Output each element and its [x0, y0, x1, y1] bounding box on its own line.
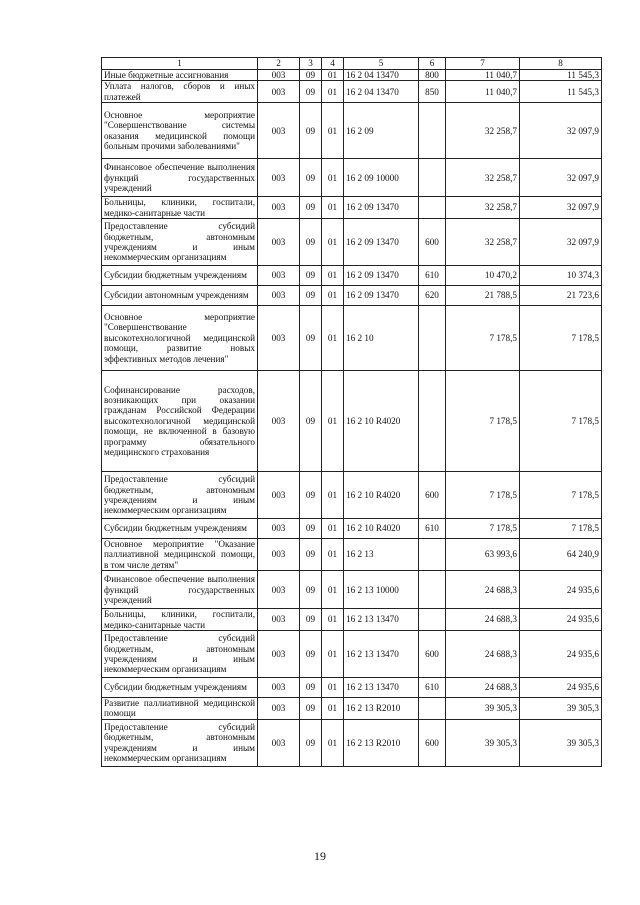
amount-col7-cell: 24 688,3 — [446, 571, 520, 609]
amount-col8-cell: 7 178,5 — [520, 306, 602, 371]
target-code-cell: 16 2 04 13470 — [344, 70, 419, 81]
amount-col8-cell: 32 097,9 — [520, 103, 602, 159]
code-3-cell: 09 — [300, 197, 322, 219]
budget-table — [101, 57, 602, 767]
column-header: 6 — [419, 58, 446, 70]
code-2-cell: 003 — [258, 81, 300, 103]
column-header: 2 — [258, 58, 300, 70]
code-4-cell: 01 — [322, 159, 344, 197]
code-4-cell: 01 — [322, 70, 344, 81]
code-4-cell: 01 — [322, 519, 344, 539]
code-4-cell: 01 — [322, 197, 344, 219]
code-2-cell: 003 — [258, 609, 300, 631]
row-name-cell: Финансовое обеспечение выполнения функций государственных учреждений — [102, 571, 258, 609]
expense-type-cell — [419, 371, 446, 472]
amount-col7-cell: 24 688,3 — [446, 678, 520, 698]
column-header: 7 — [446, 58, 520, 70]
table-row — [102, 306, 602, 371]
table-row — [102, 571, 602, 609]
amount-col8-cell: 32 097,9 — [520, 159, 602, 197]
table-row — [102, 81, 602, 103]
target-code-cell: 16 2 09 13470 — [344, 266, 419, 286]
table-row — [102, 197, 602, 219]
amount-col7-cell: 11 040,7 — [446, 70, 520, 81]
amount-col7-cell: 63 993,6 — [446, 539, 520, 571]
row-name-cell: Предоставление субсидий бюджетным, автономным учреждениям и иным некоммерческим организациям — [102, 719, 258, 766]
table-row — [102, 219, 602, 266]
expense-type-cell — [419, 698, 446, 720]
code-4-cell: 01 — [322, 631, 344, 678]
row-name-cell: Основное мероприятие "Оказание паллиативной медицинской помощи, в том числе детям" — [102, 539, 258, 571]
code-2-cell: 003 — [258, 266, 300, 286]
target-code-cell: 16 2 13 13470 — [344, 609, 419, 631]
code-2-cell: 003 — [258, 70, 300, 81]
table-row — [102, 609, 602, 631]
table-row — [102, 70, 602, 81]
target-code-cell: 16 2 10 R4020 — [344, 519, 419, 539]
target-code-cell: 16 2 10 — [344, 306, 419, 371]
table-row — [102, 159, 602, 197]
code-4-cell: 01 — [322, 698, 344, 720]
code-4-cell: 01 — [322, 609, 344, 631]
expense-type-cell — [419, 306, 446, 371]
target-code-cell: 16 2 09 — [344, 103, 419, 159]
amount-col7-cell: 7 178,5 — [446, 472, 520, 519]
code-4-cell: 01 — [322, 266, 344, 286]
table-row — [102, 371, 602, 472]
amount-col7-cell: 24 688,3 — [446, 631, 520, 678]
target-code-cell: 16 2 13 13470 — [344, 631, 419, 678]
amount-col7-cell: 32 258,7 — [446, 103, 520, 159]
amount-col8-cell: 11 545,3 — [520, 81, 602, 103]
row-name-cell: Предоставление субсидий бюджетным, автономным учреждениям и иным некоммерческим организациям — [102, 631, 258, 678]
code-2-cell: 003 — [258, 306, 300, 371]
code-2-cell: 003 — [258, 286, 300, 306]
amount-col8-cell: 24 935,6 — [520, 571, 602, 609]
expense-type-cell: 850 — [419, 81, 446, 103]
amount-col8-cell: 64 240,9 — [520, 539, 602, 571]
row-name-cell: Основное мероприятие "Совершенствование системы оказания медицинской помощи больным прочими заболеваниями" — [102, 103, 258, 159]
code-2-cell: 003 — [258, 719, 300, 766]
target-code-cell: 16 2 10 R4020 — [344, 472, 419, 519]
row-name-cell: Основное мероприятие "Совершенствование высокотехнологичной медицинской помощи, развитие новых эффективных методов лечения" — [102, 306, 258, 371]
expense-type-cell: 800 — [419, 70, 446, 81]
code-4-cell: 01 — [322, 571, 344, 609]
row-name-cell: Уплата налогов, сборов и иных платежей — [102, 81, 258, 103]
amount-col8-cell: 7 178,5 — [520, 519, 602, 539]
amount-col7-cell: 10 470,2 — [446, 266, 520, 286]
target-code-cell: 16 2 10 R4020 — [344, 371, 419, 472]
amount-col8-cell: 21 723,6 — [520, 286, 602, 306]
code-4-cell: 01 — [322, 306, 344, 371]
expense-type-cell — [419, 197, 446, 219]
code-4-cell: 01 — [322, 678, 344, 698]
code-4-cell: 01 — [322, 286, 344, 306]
table-row — [102, 678, 602, 698]
amount-col7-cell: 32 258,7 — [446, 159, 520, 197]
code-2-cell: 003 — [258, 159, 300, 197]
code-3-cell: 09 — [300, 371, 322, 472]
target-code-cell: 16 2 09 13470 — [344, 286, 419, 306]
expense-type-cell: 600 — [419, 472, 446, 519]
code-3-cell: 09 — [300, 539, 322, 571]
target-code-cell: 16 2 09 13470 — [344, 197, 419, 219]
code-3-cell: 09 — [300, 571, 322, 609]
code-3-cell: 09 — [300, 719, 322, 766]
target-code-cell: 16 2 13 13470 — [344, 678, 419, 698]
expense-type-cell: 600 — [419, 219, 446, 266]
code-3-cell: 09 — [300, 219, 322, 266]
table-body — [102, 70, 602, 767]
amount-col8-cell: 39 305,3 — [520, 698, 602, 720]
code-3-cell: 09 — [300, 81, 322, 103]
amount-col7-cell: 32 258,7 — [446, 197, 520, 219]
amount-col8-cell: 7 178,5 — [520, 371, 602, 472]
amount-col7-cell: 32 258,7 — [446, 219, 520, 266]
code-3-cell: 09 — [300, 70, 322, 81]
row-name-cell: Софинансирование расходов, возникающих при оказании гражданам Российской Федерации высокотехнологичной медицинской помощи, не включенной в базовую программу обязательного медицинского страхования — [102, 371, 258, 472]
expense-type-cell — [419, 159, 446, 197]
expense-type-cell: 610 — [419, 678, 446, 698]
table-row — [102, 286, 602, 306]
code-2-cell: 003 — [258, 571, 300, 609]
target-code-cell: 16 2 09 13470 — [344, 219, 419, 266]
column-header: 1 — [102, 58, 258, 70]
code-2-cell: 003 — [258, 678, 300, 698]
column-header: 8 — [520, 58, 602, 70]
amount-col8-cell: 32 097,9 — [520, 219, 602, 266]
row-name-cell: Больницы, клиники, госпитали, медико-санитарные части — [102, 609, 258, 631]
table-row — [102, 519, 602, 539]
row-name-cell: Субсидии бюджетным учреждениям — [102, 678, 258, 698]
code-2-cell: 003 — [258, 371, 300, 472]
table-header-row — [102, 58, 602, 70]
expense-type-cell — [419, 539, 446, 571]
row-name-cell: Финансовое обеспечение выполнения функций государственных учреждений — [102, 159, 258, 197]
code-3-cell: 09 — [300, 609, 322, 631]
code-4-cell: 01 — [322, 472, 344, 519]
amount-col7-cell: 21 788,5 — [446, 286, 520, 306]
row-name-cell: Больницы, клиники, госпитали, медико-санитарные части — [102, 197, 258, 219]
code-2-cell: 003 — [258, 219, 300, 266]
column-header: 5 — [344, 58, 419, 70]
code-4-cell: 01 — [322, 719, 344, 766]
code-3-cell: 09 — [300, 159, 322, 197]
expense-type-cell: 610 — [419, 519, 446, 539]
code-3-cell: 09 — [300, 678, 322, 698]
code-2-cell: 003 — [258, 631, 300, 678]
code-4-cell: 01 — [322, 219, 344, 266]
code-3-cell: 09 — [300, 103, 322, 159]
expense-type-cell: 600 — [419, 719, 446, 766]
amount-col7-cell: 7 178,5 — [446, 306, 520, 371]
row-name-cell: Предоставление субсидий бюджетным, автономным учреждениям и иным некоммерческим организациям — [102, 472, 258, 519]
amount-col7-cell: 7 178,5 — [446, 371, 520, 472]
target-code-cell: 16 2 13 10000 — [344, 571, 419, 609]
amount-col8-cell: 32 097,9 — [520, 197, 602, 219]
row-name-cell: Субсидии автономным учреждениям — [102, 286, 258, 306]
code-2-cell: 003 — [258, 197, 300, 219]
row-name-cell: Развитие паллиативной медицинской помощи — [102, 698, 258, 720]
code-3-cell: 09 — [300, 631, 322, 678]
amount-col8-cell: 39 305,3 — [520, 719, 602, 766]
amount-col8-cell: 7 178,5 — [520, 472, 602, 519]
row-name-cell: Субсидии бюджетным учреждениям — [102, 266, 258, 286]
target-code-cell: 16 2 13 — [344, 539, 419, 571]
target-code-cell: 16 2 09 10000 — [344, 159, 419, 197]
column-header: 3 — [300, 58, 322, 70]
amount-col7-cell: 39 305,3 — [446, 719, 520, 766]
table-row — [102, 539, 602, 571]
code-4-cell: 01 — [322, 81, 344, 103]
code-4-cell: 01 — [322, 371, 344, 472]
code-3-cell: 09 — [300, 286, 322, 306]
table-row — [102, 266, 602, 286]
target-code-cell: 16 2 13 R2010 — [344, 698, 419, 720]
code-2-cell: 003 — [258, 539, 300, 571]
table-row — [102, 103, 602, 159]
expense-type-cell: 600 — [419, 631, 446, 678]
table-row — [102, 631, 602, 678]
table-row — [102, 698, 602, 720]
amount-col8-cell: 11 545,3 — [520, 70, 602, 81]
page-number: 19 — [314, 849, 326, 863]
row-name-cell: Субсидии бюджетным учреждениям — [102, 519, 258, 539]
code-3-cell: 09 — [300, 519, 322, 539]
code-3-cell: 09 — [300, 472, 322, 519]
expense-type-cell — [419, 609, 446, 631]
amount-col7-cell: 39 305,3 — [446, 698, 520, 720]
code-2-cell: 003 — [258, 519, 300, 539]
code-3-cell: 09 — [300, 698, 322, 720]
amount-col8-cell: 10 374,3 — [520, 266, 602, 286]
target-code-cell: 16 2 13 R2010 — [344, 719, 419, 766]
code-2-cell: 003 — [258, 472, 300, 519]
amount-col7-cell: 7 178,5 — [446, 519, 520, 539]
code-3-cell: 09 — [300, 306, 322, 371]
expense-type-cell: 610 — [419, 266, 446, 286]
expense-type-cell — [419, 571, 446, 609]
row-name-cell: Предоставление субсидий бюджетным, автономным учреждениям и иным некоммерческим организациям — [102, 219, 258, 266]
code-4-cell: 01 — [322, 539, 344, 571]
amount-col8-cell: 24 935,6 — [520, 631, 602, 678]
amount-col8-cell: 24 935,6 — [520, 678, 602, 698]
code-4-cell: 01 — [322, 103, 344, 159]
table-row — [102, 719, 602, 766]
amount-col7-cell: 24 688,3 — [446, 609, 520, 631]
table-row — [102, 472, 602, 519]
code-2-cell: 003 — [258, 698, 300, 720]
column-header: 4 — [322, 58, 344, 70]
amount-col8-cell: 24 935,6 — [520, 609, 602, 631]
target-code-cell: 16 2 04 13470 — [344, 81, 419, 103]
code-2-cell: 003 — [258, 103, 300, 159]
code-3-cell: 09 — [300, 266, 322, 286]
row-name-cell: Иные бюджетные ассигнования — [102, 70, 258, 81]
amount-col7-cell: 11 040,7 — [446, 81, 520, 103]
expense-type-cell — [419, 103, 446, 159]
expense-type-cell: 620 — [419, 286, 446, 306]
